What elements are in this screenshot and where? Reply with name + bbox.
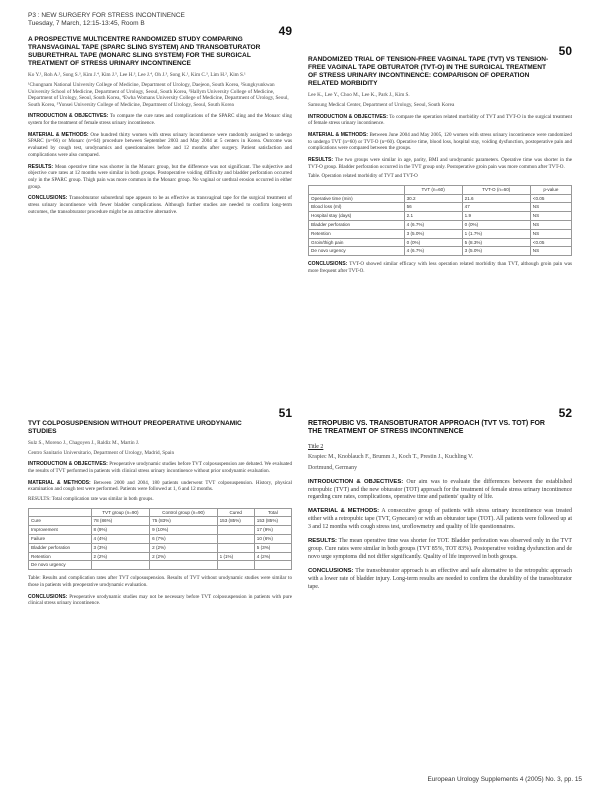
table-header-cell: p-value — [530, 185, 571, 194]
table-cell: De novo urgency — [29, 561, 92, 570]
table-cell: Groin/thigh pain — [309, 238, 405, 247]
abstract-number: 52 — [558, 406, 572, 420]
table-cell: 4 (4%) — [91, 534, 150, 543]
table-cell: 153 (85%) — [254, 517, 291, 526]
table-row — [309, 212, 572, 221]
table-header-cell — [309, 185, 405, 194]
table-cell: NS — [530, 229, 571, 238]
table-header-cell — [29, 508, 92, 517]
table-cell: Operative time (min) — [309, 194, 405, 203]
abstract-title: RETROPUBIC VS. TRANSOBTURATOR APPROACH (TVT VS. TOT) FOR THE TREATMENT OF STRESS INCONTINENCE — [308, 420, 545, 436]
table-row — [29, 517, 292, 526]
table-cell — [91, 561, 150, 570]
table-row — [309, 238, 572, 247]
table-body — [29, 517, 292, 570]
abstract-number: 51 — [278, 406, 292, 420]
table-cell — [217, 534, 254, 543]
table-cell — [217, 526, 254, 535]
table-cell: Hospital stay (days) — [309, 212, 405, 221]
table-cell — [254, 561, 291, 570]
abstract-conclusions: CONCLUSIONS: The transobturator approach is an effective and safe alternative to the retropubic approach with a lower rate of bladder injury. Long-term results are needed to confirm the durability of the transobturator tape. — [308, 567, 573, 590]
session-title: P3 : NEW SURGERY FOR STRESS INCONTINENCE — [28, 12, 185, 19]
abstract-title: TVT COLPOSUSPENSION WITHOUT PREOPERATIVE URODYNAMIC STUDIES — [28, 420, 242, 436]
table-cell: 3 (3%) — [91, 543, 150, 552]
table-header-row — [29, 508, 292, 517]
abstract-results: RESULTS: Mean operative time was shorter in the Monarc group, but the difference was not significant. The subjective and objective cure rates at 12 months were similar in both groups. Postoperative voiding difficulty and bladder perforation occurred only in the SPARC group. Thigh pain was more common in the Monarc group. No vaginal or urethral erosion occurred in either group. — [28, 163, 292, 190]
table-cell: 8 (9%) — [91, 526, 150, 535]
table-body — [309, 194, 572, 256]
table-caption: Table. Operation related morbidity of TVT and TVT-O — [308, 174, 418, 180]
abstract-introduction: INTRODUCTION & OBJECTIVES: To compare the cure rates and complications of the SPARC sling and the Monarc sling system for the treatment of female stress urinary incontinence. — [28, 113, 292, 127]
table-cell: 75 (83%) — [150, 517, 217, 526]
table-cell: Improvement — [29, 526, 92, 535]
table-cell — [150, 561, 217, 570]
table-cell: Blood loss (ml) — [309, 203, 405, 212]
abstract-number: 49 — [278, 24, 292, 38]
table-row — [29, 534, 292, 543]
table-cell: De novo urgency — [309, 247, 405, 256]
abstract-affiliations: Centro Sanitario Universitario, Department of Urology, Madrid, Spain — [28, 449, 175, 456]
table-cell: 4 (6.7%) — [404, 221, 462, 230]
table-cell: 56 — [404, 203, 462, 212]
table-cell: NS — [530, 221, 571, 230]
morbidity-table — [308, 185, 572, 256]
table-cell: Cure — [29, 517, 92, 526]
table-row — [29, 561, 292, 570]
abstract-introduction: INTRODUCTION & OBJECTIVES: Our aim was to evaluate the differences between the established retropubic (TVT) and the new obturator (TOT) approach for the treatment of female stress urinary incontinence regarding cure rates, complications, operative time and patients' quality of life. — [308, 478, 572, 501]
table-caption: RESULTS: Total complication rate was similar in both groups. — [28, 497, 154, 503]
abstract-link[interactable]: Title 2 — [308, 444, 324, 451]
abstract-results: Table: Results and complication rates after TVT colposuspension. Results of TVT without urodynamic studies were similar to those in patients with preoperative urodynamic evaluation. — [28, 575, 292, 588]
abstract-conclusions: CONCLUSIONS: Transobturator suburethral tape appears to be as effective as transvaginal tape for the surgical treatment of stress urinary incontinence with fewer bladder complications. Although further studies are needed to confirm long-term outcomes, the transobturator procedure might be an attractive alternative. — [28, 195, 292, 215]
table-header-cell: Cured — [217, 508, 254, 517]
abstract-methods: MATERIAL & METHODS: A consecutive group of patients with stress urinary incontinence was treated either with a retropubic tape (TVT, Gynecare) or with an obturator tape (TOT). All patients were followed up at 3 and 12 months with cough stress test, uroflowmetry and quality of life questionnaires. — [308, 508, 572, 531]
table-cell: NS — [530, 203, 571, 212]
table-row — [309, 203, 572, 212]
table-cell: 21.6 — [462, 194, 530, 203]
table-header-cell: Total — [254, 508, 291, 517]
table-cell: 2.1 — [404, 212, 462, 221]
table-cell: 2 (2%) — [150, 543, 217, 552]
table-cell: Failure — [29, 534, 92, 543]
table-cell: 4 (2%) — [254, 552, 291, 561]
results-table — [28, 508, 292, 571]
table-cell: NS — [530, 212, 571, 221]
table-row — [29, 552, 292, 561]
abstract-49 — [28, 24, 292, 354]
table-cell: <0.05 — [530, 194, 571, 203]
table-row — [309, 194, 572, 203]
table-cell: 1.9 — [462, 212, 530, 221]
abstract-title: A PROSPECTIVE MULTICENTRE RANDOMIZED STUDY COMPARING TRANSVAGINAL TAPE (SPARC SLING SYSTEM) AND TRANSOBTURATOR SUBURETHRAL TAPE (MONARC SLING SYSTEM) FOR THE SURGICAL TREATMENT OF STRESS URINARY INCONTINENCE — [28, 36, 261, 68]
table-row — [29, 543, 292, 552]
table-cell: 78 (86%) — [91, 517, 150, 526]
table-cell — [217, 543, 254, 552]
table-cell: 3 (5.0%) — [462, 247, 530, 256]
table-cell: 0 (0%) — [404, 238, 462, 247]
abstract-authors: Ko Y.¹, Roh A.², Song S.³, Kim J.⁴, Kim J.⁵, Lee H.³, Lee J.⁴, Oh J.³, Song K.¹, Kim C.³, Lim H.², Kim S.¹ — [28, 72, 246, 79]
abstract-introduction: INTRODUCTION & OBJECTIVES: To compare the operation related morbidity of TVT and TVT-O in the surgical treatment of female stress urinary incontinence. — [308, 113, 572, 127]
table-cell: 5 (3%) — [254, 543, 291, 552]
table-cell: 47 — [462, 203, 530, 212]
table-cell: 1 (1.7%) — [462, 229, 530, 238]
abstract-results: RESULTS: The mean operative time was shorter for TOT. Bladder perforation was observed only in the TVT group. Cure rates were similar in both groups (TVT 85%, TOT 83%). Postoperative voiding dysfunction and de novo urge symptoms did not differ significantly. Quality of life improved in both groups. — [308, 538, 572, 560]
table-row — [309, 221, 572, 230]
abstract-authors: Sulz S., Moreno J., Chagoyen J., Raldiz M., Martin J. — [28, 440, 140, 447]
abstract-title: RANDOMIZED TRIAL OF TENSION-FREE VAGINAL TAPE (TVT) VS TENSION-FREE VAGINAL TAPE OBTURATOR (TVT-O) IN THE SURGICAL TREATMENT OF STRESS URINARY INCONTINENCE: COMPARISON OF OPERATION RELATED MORBIDITY — [308, 56, 549, 88]
abstract-affiliations: Samsung Medical Center, Department of Urology, Seoul, South Korea — [308, 101, 455, 108]
table-cell: 10 (6%) — [254, 534, 291, 543]
abstract-methods: MATERIAL & METHODS: Between June 2004 and May 2005, 120 women with stress urinary incontinence were randomized to undergo TVT (n=60) or TVT-O (n=60). Operative time, blood loss, hospital stay, voiding dysfunction, postoperative pain and complications were compared between the groups. — [308, 131, 572, 152]
table-cell: 3 (5.0%) — [404, 229, 462, 238]
table-cell: Bladder perforation — [309, 221, 405, 230]
abstract-methods: MATERIAL & METHODS: Between 2000 and 2004, 180 patients underwent TVT colposuspension. History, physical examination and cough test were performed. Patients were followed at 1, 6 and 12 months. — [28, 479, 292, 493]
abstract-50 — [308, 44, 572, 362]
abstract-conclusions: CONCLUSIONS: TVT-O showed similar efficacy with less operation related morbidity than TVT, although groin pain was more frequent after TVT-O. — [308, 261, 573, 274]
abstract-conclusions: CONCLUSIONS: Preoperative urodynamic studies may not be necessary before TVT colposuspension in patients with pure clinical stress urinary incontinence. — [28, 593, 292, 607]
abstract-authors: Lee K., Lee Y., Choo M., Lee K., Park J., Kim S. — [308, 92, 410, 99]
abstract-number: 50 — [558, 44, 572, 58]
table-cell: NS — [530, 247, 571, 256]
table-cell: <0.05 — [530, 238, 571, 247]
abstract-52 — [308, 406, 573, 772]
table-cell: 5 (8.3%) — [462, 238, 530, 247]
table-cell: 30.2 — [404, 194, 462, 203]
table-header-row — [309, 185, 572, 194]
table-row — [309, 229, 572, 238]
table-cell — [217, 561, 254, 570]
abstract-results: RESULTS: The two groups were similar in age, parity, BMI and urodynamic parameters. Operative time was shorter in the TVT-O group. Bladder perforation occurred in the TVT group only. Postoperative groin pain was more common after TVT-O. — [308, 157, 572, 170]
session-time: Tuesday, 7 March, 12:15-13:45, Room B — [28, 20, 145, 27]
table-row — [29, 526, 292, 535]
table-cell: Retention — [309, 229, 405, 238]
journal-footer: European Urology Supplements 4 (2005) No. 3, pp. 15 — [427, 776, 582, 783]
table-header-cell: Control group (n=90) — [150, 508, 217, 517]
table-cell: 153 (85%) — [217, 517, 254, 526]
table-cell: 9 (10%) — [150, 526, 217, 535]
table-cell: 4 (6.7%) — [404, 247, 462, 256]
table-cell: 17 (9%) — [254, 526, 291, 535]
abstract-authors: Krapiec M., Knoblauch F., Brumm J., Koch T., Prestin J., Kuchling V. — [308, 454, 473, 461]
table-cell: 2 (2%) — [91, 552, 150, 561]
table-cell: 0 (0%) — [462, 221, 530, 230]
table-cell: Retention — [29, 552, 92, 561]
abstract-51 — [28, 406, 292, 752]
table-header-cell: TVT (n=60) — [404, 185, 462, 194]
abstract-methods: MATERIAL & METHODS: One hundred thirty women with stress urinary incontinence were randomly assigned to undergo SPARC (n=66) or Monarc (n=64) procedure between September 2003 and May 2004 at 5 centers in Korea. Outcome was evaluated by cough test, urodynamics and questionnaires before and 12 months after surgery. Patient satisfaction and complications were also compared. — [28, 131, 292, 158]
table-cell: 2 (2%) — [150, 552, 217, 561]
table-row — [309, 247, 572, 256]
table-header-cell: TVT-O (n=60) — [462, 185, 530, 194]
table-cell: 1 (1%) — [217, 552, 254, 561]
table-cell: Bladder perforation — [29, 543, 92, 552]
table-header-cell: TVT group (n=90) — [91, 508, 150, 517]
table-cell: 6 (7%) — [150, 534, 217, 543]
abstract-affiliations: ¹Chungnam National University College of Medicine, Department of Urology, Daejeon, South Korea, ²Sungkyunkwan University School of Medicine, Department of Urology, Seoul, South Korea, ³Hallym University College of Medicine, Department of Urology, Seoul, South Korea, ⁴Ewha Womans University College of Medicine, Department of Urology, Seoul, South Korea, ⁵Yonsei University College of Medicine, Department of Urology, Seoul, South Korea — [28, 81, 289, 108]
abstract-introduction: INTRODUCTION & OBJECTIVES: Preoperative urodynamic studies before TVT colposuspension are debated. We evaluated the results of TVT performed in patients with clinical stress urinary incontinence without prior urodynamic evaluation. — [28, 461, 292, 475]
abstract-affiliations: Dortmund, Germany — [308, 465, 358, 471]
